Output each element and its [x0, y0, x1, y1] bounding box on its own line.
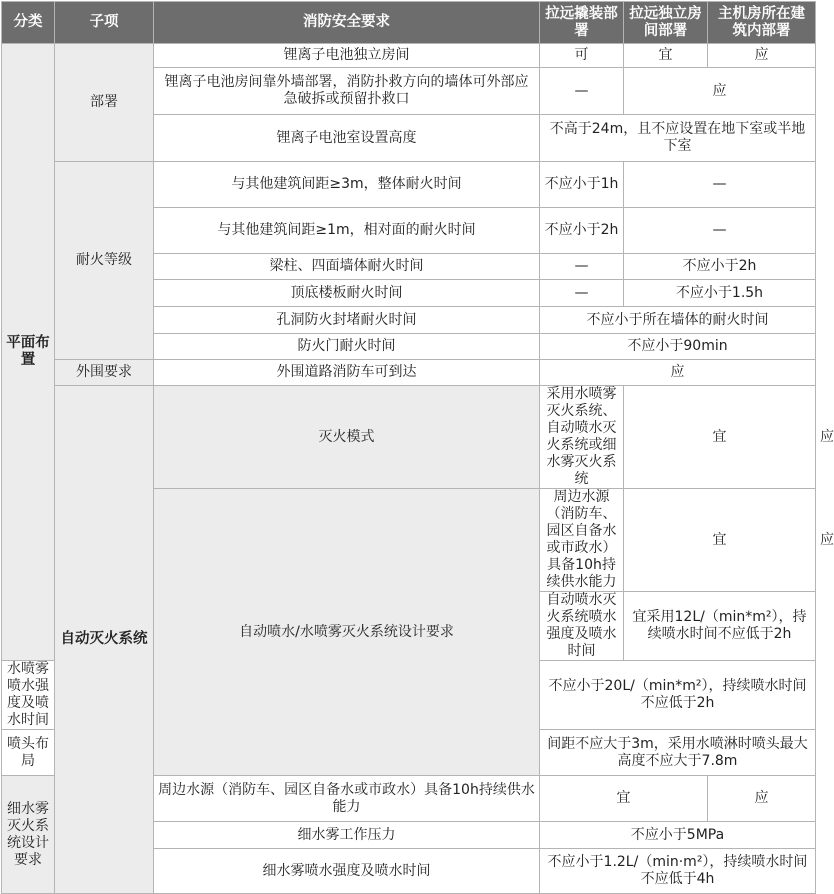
value-cell: 应 [708, 776, 816, 822]
table-row [2, 162, 816, 208]
requirement-cell: 细水雾喷水强度及喷水时间 [154, 849, 540, 894]
header-detached: 拉远撬装部署 [540, 2, 624, 44]
requirement-cell: 顶底楼板耐火时间 [154, 280, 540, 307]
requirement-cell: 锂离子电池室设置高度 [154, 115, 540, 162]
value-cell: — [540, 280, 624, 307]
subitem-sprinkler: 自动喷水/水喷雾灭火系统设计要求 [154, 489, 540, 776]
value-cell: 可 [540, 44, 624, 68]
category-layout: 平面布置 [2, 44, 55, 661]
requirement-cell: 梁柱、四面墙体耐火时间 [154, 254, 540, 280]
requirement-cell: 外围道路消防车可到达 [154, 360, 540, 386]
requirement-cell: 周边水源（消防车、园区自备水或市政水）具备10h持续供水能力 [154, 776, 540, 822]
requirement-cell: 与其他建筑间距≥3m，整体耐火时间 [154, 162, 540, 208]
requirement-cell: 锂离子电池房间靠外墙部署，消防扑救方向的墙体可外部应急破拆或预留扑救口 [154, 68, 540, 115]
table-row: 自动灭火系统 灭火模式 采用水喷雾灭火系统、自动喷水灭火系统或细水雾灭火系统 宜 应 [2, 386, 816, 489]
value-cell: 不应小于1h [540, 162, 624, 208]
requirement-cell: 与其他建筑间距≥1m，相对面的耐火时间 [154, 208, 540, 254]
fire-safety-table [1, 1, 834, 894]
value-cell: 应 [708, 44, 816, 68]
value-cell: 不应小于2h [624, 254, 816, 280]
requirement-cell: 孔洞防火封堵耐火时间 [154, 307, 540, 334]
value-cell: 宜采用12L/（min*m²），持续喷水时间不应低于2h [624, 592, 816, 661]
requirement-cell: 细水雾工作压力 [154, 822, 540, 849]
header-requirement: 消防安全要求 [154, 2, 540, 44]
requirement-cell: 锂离子电池独立房间 [154, 44, 540, 68]
value-cell: 不应小于90min [540, 334, 816, 360]
requirement-cell: 采用水喷雾灭火系统、自动喷水灭火系统或细水雾灭火系统 [540, 386, 624, 489]
value-cell: 不应小于20L/（min*m²），持续喷水时间不应低于2h [540, 661, 816, 730]
header-category: 分类 [2, 2, 55, 44]
value-cell: 应 [624, 68, 816, 115]
value-cell: 不应小于2h [540, 208, 624, 254]
value-cell: 不应小于5MPa [540, 822, 816, 849]
value-cell: — [540, 68, 624, 115]
header-in-building: 主机房所在建筑内部署 [708, 2, 816, 44]
table-row: 自动喷水/水喷雾灭火系统设计要求 周边水源（消防车、园区自备水或市政水）具备10h持续供水能力 宜 应 [2, 489, 816, 592]
requirement-cell: 水喷雾喷水强度及喷水时间 [2, 661, 55, 730]
value-cell: — [540, 254, 624, 280]
value-cell: 不应小于1.2L/（min·m²），持续喷水时间不应低于4h [540, 849, 816, 894]
value-cell: 宜 [540, 776, 708, 822]
subitem-fire-rating: 耐火等级 [55, 162, 154, 360]
value-cell: 宜 [624, 386, 816, 489]
value-cell: — [624, 162, 816, 208]
value-cell: 应 [540, 360, 816, 386]
category-suppression: 自动灭火系统 [55, 386, 154, 894]
value-cell: 不高于24m，且不应设置在地下室或半地下室 [540, 115, 816, 162]
subitem-mode: 灭火模式 [154, 386, 540, 489]
header-independent-room: 拉远独立房间部署 [624, 2, 708, 44]
value-cell: 间距不应大于3m，采用水喷淋时喷头最大高度不应大于7.8m [540, 730, 816, 776]
requirement-cell: 周边水源（消防车、园区自备水或市政水）具备10h持续供水能力 [540, 489, 624, 592]
subitem-deploy: 部署 [55, 44, 154, 162]
table-row [2, 44, 816, 68]
subitem-perimeter: 外围要求 [55, 360, 154, 386]
table-row [2, 360, 816, 386]
header-subitem: 子项 [55, 2, 154, 44]
requirement-cell: 防火门耐火时间 [154, 334, 540, 360]
value-cell: 不应小于1.5h [624, 280, 816, 307]
value-cell: — [624, 208, 816, 254]
value-cell: 不应小于所在墙体的耐火时间 [540, 307, 816, 334]
requirement-cell: 喷头布局 [2, 730, 55, 776]
subitem-mist: 细水雾灭火系统设计要求 [2, 776, 55, 894]
requirement-cell: 自动喷水灭火系统喷水强度及喷水时间 [540, 592, 624, 661]
value-cell: 宜 [624, 489, 816, 592]
value-cell: 宜 [624, 44, 708, 68]
header-row [2, 2, 816, 44]
